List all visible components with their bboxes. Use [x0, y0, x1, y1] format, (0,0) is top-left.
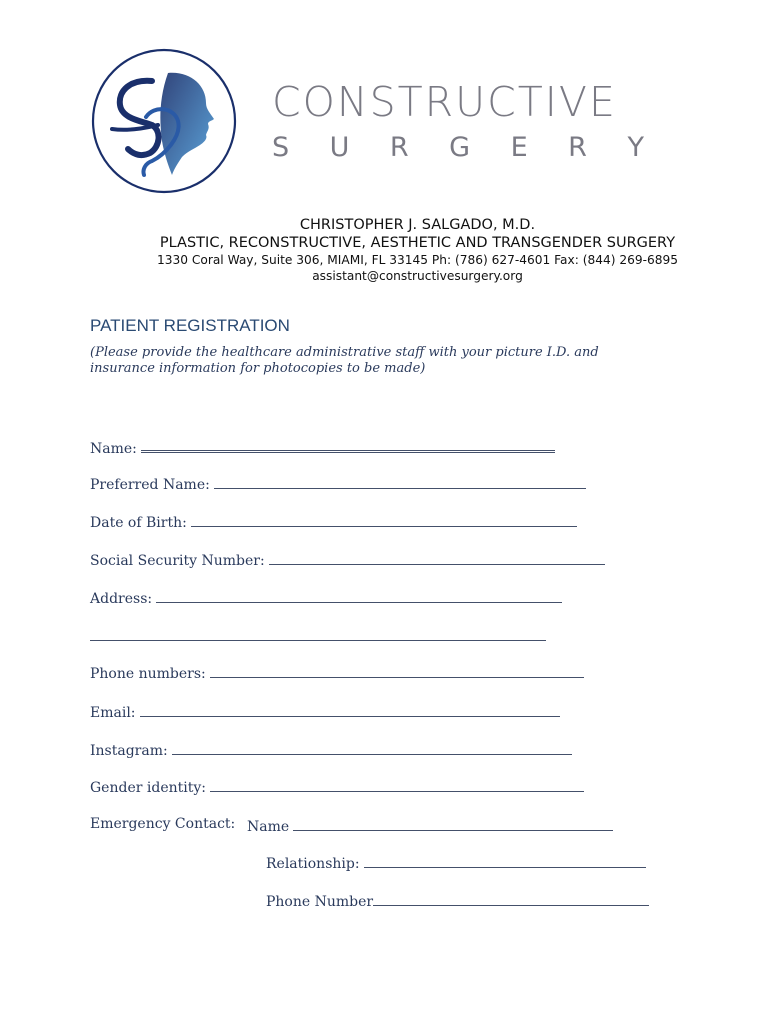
form-instructions: (Please provide the healthcare administrative staff with your picture I.D. and insurance information for photocopies to be made)	[90, 345, 599, 376]
field-label: Preferred Name:	[90, 477, 210, 493]
field-ssn	[90, 550, 605, 569]
field-label: Instagram:	[90, 743, 168, 759]
practice-email: assistant@constructivesurgery.org	[312, 269, 523, 283]
field-label: Gender identity:	[90, 780, 206, 796]
field-label: Emergency Contact:	[90, 816, 236, 832]
brand-letter: U	[329, 132, 350, 163]
email-blank-line[interactable]	[140, 702, 560, 717]
address-blank-line[interactable]	[156, 588, 562, 603]
field-label: Phone Number	[266, 894, 374, 910]
field-label: Phone numbers:	[90, 666, 206, 682]
instagram-blank-line[interactable]	[172, 740, 572, 755]
field-label: Social Security Number:	[90, 553, 265, 569]
field-label: Name	[247, 819, 290, 835]
field-emergency-contact	[90, 816, 235, 832]
gender-blank-line[interactable]	[210, 777, 584, 792]
specialty-line: PLASTIC, RECONSTRUCTIVE, AESTHETIC AND TRANSGENDER SURGERY	[159, 235, 676, 251]
brand-letter: R	[568, 132, 587, 163]
brand-letter: G	[449, 132, 471, 163]
field-phone-numbers	[90, 663, 584, 682]
field-gender-identity	[90, 777, 584, 796]
field-instagram	[90, 740, 572, 759]
phone-blank-line[interactable]	[210, 663, 584, 678]
emergency-name-blank-line[interactable]	[293, 816, 613, 831]
field-label: Name:	[90, 441, 137, 457]
name-blank-line[interactable]	[141, 436, 555, 453]
emergency-phone-blank-line[interactable]	[373, 891, 649, 906]
brand-name-constructive: CONSTRUCTIVE	[272, 78, 617, 126]
field-preferred-name	[90, 474, 586, 493]
brand-letter: R	[389, 132, 409, 163]
field-label: Address:	[90, 591, 153, 607]
field-email	[90, 702, 560, 721]
field-label: Date of Birth:	[90, 515, 187, 531]
relationship-blank-line[interactable]	[364, 853, 646, 868]
brand-letter: S	[272, 132, 290, 163]
preferred-name-blank-line[interactable]	[214, 474, 586, 489]
doctor-name: CHRISTOPHER J. SALGADO, M.D.	[299, 217, 536, 233]
field-name	[90, 436, 555, 457]
dob-blank-line[interactable]	[191, 512, 577, 527]
form-title: PATIENT REGISTRATION	[90, 316, 290, 335]
brand-letter: Y	[627, 132, 644, 163]
address-line2-blank-line[interactable]	[90, 626, 546, 641]
field-label: Relationship:	[266, 856, 360, 872]
field-emergency-name	[247, 816, 613, 835]
field-address	[90, 588, 562, 607]
field-label: Email:	[90, 705, 136, 721]
brand-name-surgery	[272, 132, 644, 163]
brand-letter: E	[510, 132, 528, 163]
field-emergency-relationship	[266, 853, 646, 872]
field-date-of-birth	[90, 512, 577, 531]
constructive-surgery-logo	[90, 45, 238, 197]
field-emergency-phone	[266, 891, 649, 910]
field-address-line2	[90, 626, 546, 645]
practice-address: 1330 Coral Way, Suite 306, MIAMI, FL 33145 Ph: (786) 627-4601 Fax: (844) 269-6895	[156, 253, 679, 267]
ssn-blank-line[interactable]	[269, 550, 605, 565]
